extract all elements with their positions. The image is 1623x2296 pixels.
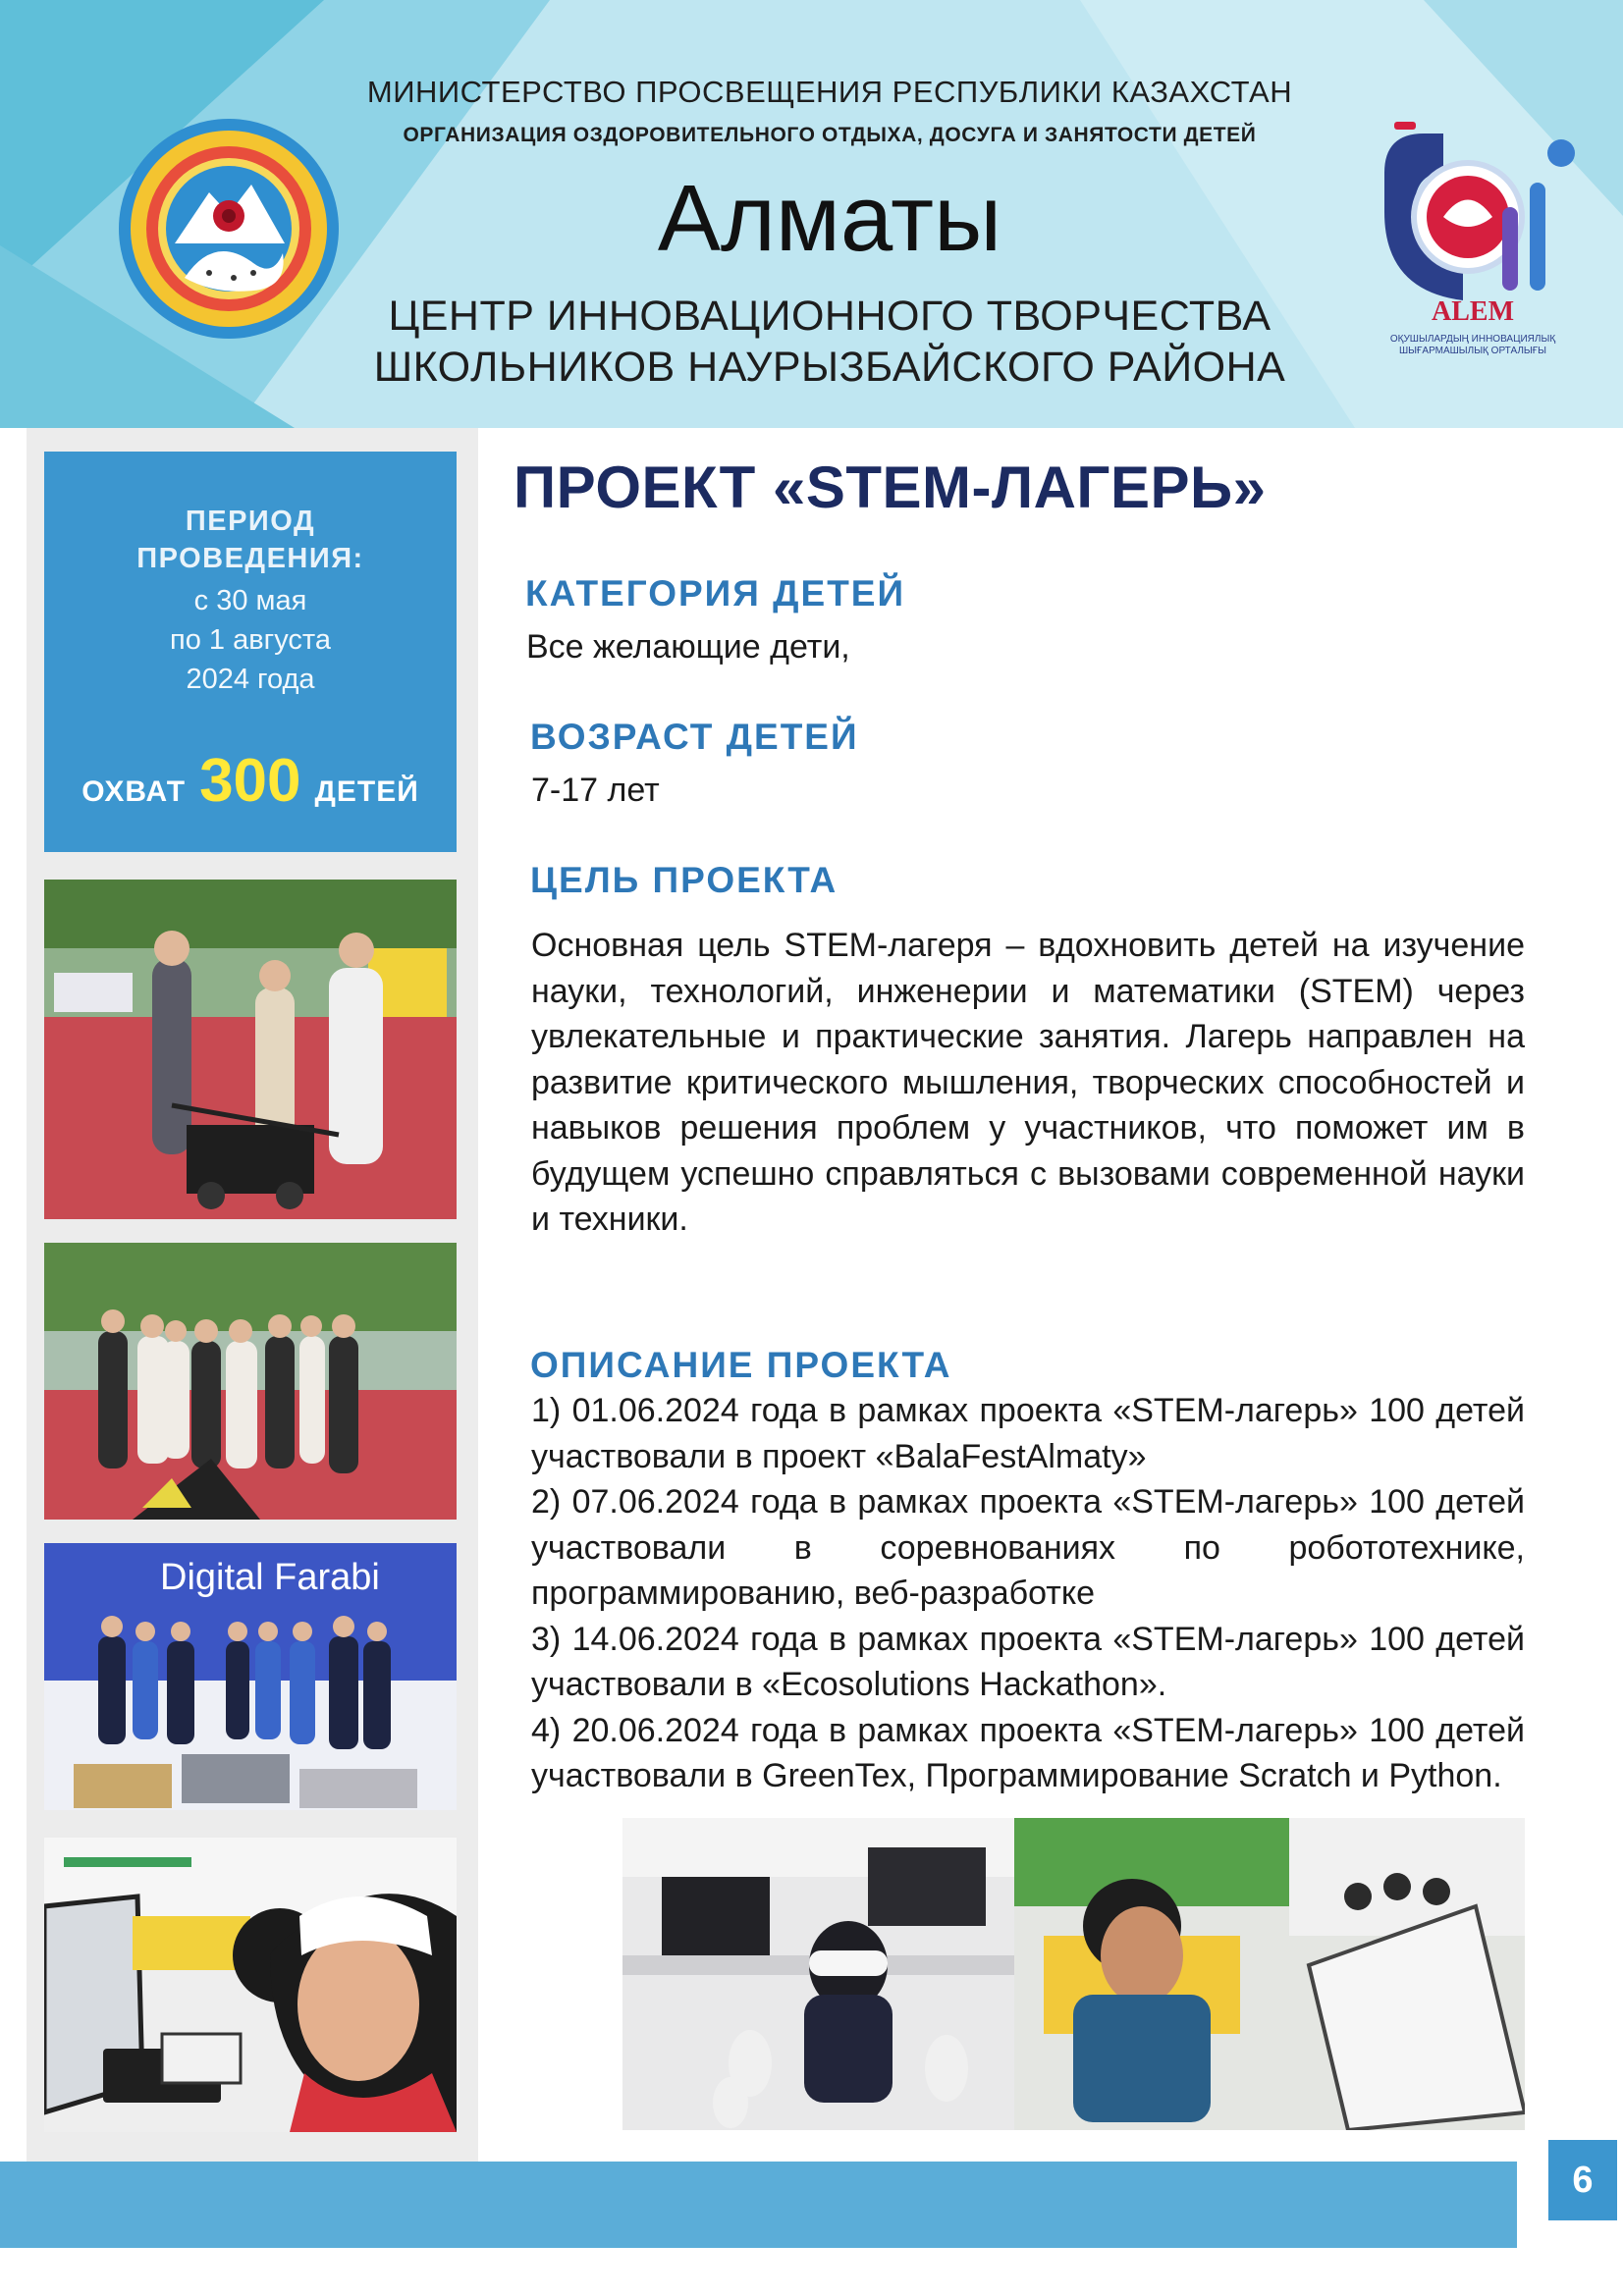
period-info-box [44,452,457,852]
alem-logo-word: ALEM [1432,296,1514,327]
photo-vr-headset [622,1818,1015,2130]
description-item: 4) 20.06.2024 года в рамках проекта «STEM-лагерь» 100 детей участвовали в GreenTex, Программирование Scratch и Python. [531,1711,1525,1794]
center-name [324,291,1335,393]
description-heading: ОПИСАНИЕ ПРОЕКТА [530,1345,952,1385]
almaty-emblem-icon [116,116,342,342]
center-name-line1: ЦЕНТР ИННОВАЦИОННОГО ТВОРЧЕСТВА [388,293,1271,340]
page-header [0,0,1623,428]
footer-bar [0,2162,1517,2248]
coverage-number: 300 [199,747,301,815]
age-heading: ВОЗРАСТ ДЕТЕЙ [530,717,859,757]
alem-logo-subtitle-line1: ОҚУШЫЛАРДЫҢ ИННОВАЦИЯЛЫҚ [1389,334,1556,345]
center-name-line2: ШКОЛЬНИКОВ НАУРЫЗБАЙСКОГО РАЙОНА [373,344,1286,391]
coverage-suffix: ДЕТЕЙ [314,775,419,808]
period-date-line3: 2024 года [186,664,315,695]
photo-robotics-class [1014,1818,1525,2130]
alem-logo-subtitle-line2: ШЫҒАРМАШЫЛЫҚ ОРТАЛЫҒЫ [1398,346,1547,356]
photo-robot-demo [44,880,457,1219]
category-heading: КАТЕГОРИЯ ДЕТЕЙ [525,573,906,614]
organization-name: ОРГАНИЗАЦИЯ ОЗДОРОВИТЕЛЬНОГО ОТДЫХА, ДОСУГА И ЗАНЯТОСТИ ДЕТЕЙ [403,124,1257,146]
period-title [44,503,457,577]
digital-farabi-banner-text: Digital Farabi [160,1557,380,1598]
period-date-line2: по 1 августа [170,624,331,656]
city-title: Алматы [657,166,1002,271]
photo-digital-farabi [44,1543,457,1810]
photo-group-event [44,1243,457,1520]
goal-heading: ЦЕЛЬ ПРОЕКТА [530,860,839,900]
period-date-line1: с 30 мая [193,585,307,616]
period-title-line1: ПЕРИОД [185,506,316,537]
photo-kids-coding [44,1838,457,2132]
alem-logo-subtitle [1370,334,1576,357]
description-item: 2) 07.06.2024 года в рамках проекта «STEM-лагерь» 100 детей участвовали в соревнованиях по робототехнике, программированию, веб-разработке [531,1483,1525,1612]
description-item: 3) 14.06.2024 года в рамках проекта «STEM-лагерь» 100 детей участвовали в «Ecosolutions Hackathon». [531,1620,1525,1703]
age-text: 7-17 лет [531,772,660,809]
coverage-prefix: ОХВАТ [81,775,187,808]
coverage-line [44,746,457,816]
ministry-name: МИНИСТЕРСТВО ПРОСВЕЩЕНИЯ РЕСПУБЛИКИ КАЗАХСТАН [366,75,1293,109]
period-title-line2: ПРОВЕДЕНИЯ: [136,543,364,574]
project-title: ПРОЕКТ «STEM-ЛАГЕРЬ» [514,454,1267,520]
period-dates [44,581,457,699]
goal-text: Основная цель STEM-лагеря – вдохновить детей на изучение науки, технологий, инженерии и математики (STEM) через увлекательные и практические занятия. Лагерь направлен на развитие критического мышления, творческих способностей и навыков решения проблем у участников, что поможет им в будущем успешно справляться с вызовами современной науки и техники. [531,927,1525,1238]
description-item: 1) 01.06.2024 года в рамках проекта «STEM-лагерь» 100 детей участвовали в проект «BalaFestAlmaty» [531,1392,1525,1475]
category-text: Все желающие дети, [526,628,850,666]
page-number: 6 [1548,2140,1617,2220]
description-list [531,1388,1525,1799]
